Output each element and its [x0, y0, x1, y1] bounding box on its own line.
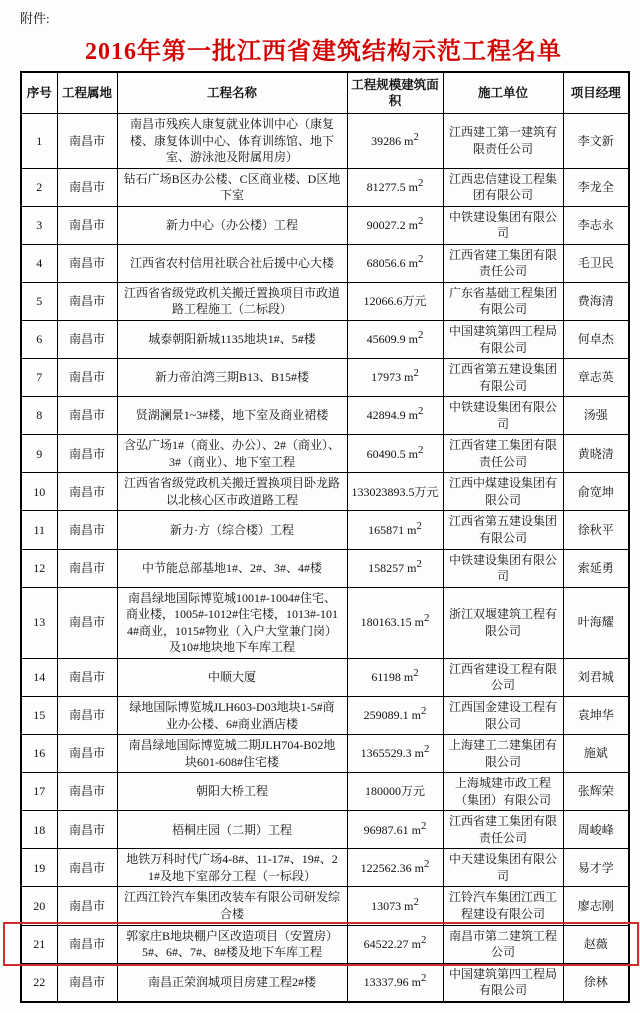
cell-location: 南昌市 [57, 168, 117, 206]
cell-no: 11 [21, 511, 57, 549]
document-title: 2016年第一批江西省建筑结构示范工程名单 [85, 39, 562, 65]
scale-value: 42894.9 [366, 408, 406, 423]
scale-unit: 万元 [414, 484, 439, 499]
table-row [21, 435, 629, 473]
square-meter-exponent: 2 [420, 819, 427, 832]
cell-name: 朝阳大桥工程 [117, 773, 347, 811]
cell-company: 江西省建工集团有限责任公司 [443, 244, 563, 282]
cell-location: 南昌市 [57, 282, 117, 320]
header-col-location: 工程属地 [57, 72, 117, 114]
cell-no: 14 [21, 658, 57, 696]
cell-no: 3 [21, 206, 57, 244]
cell-company: 中天建设集团有限公司 [443, 849, 563, 887]
table-row [21, 658, 629, 696]
cell-company: 浙江双堰建筑工程有限公司 [443, 587, 563, 658]
table-row [21, 511, 629, 549]
cell-company: 江西忠信建设工程集团有限公司 [443, 168, 563, 206]
cell-company: 南昌市第二建筑工程公司 [443, 925, 563, 963]
table-row [21, 473, 629, 511]
cell-company: 江西建工第一建筑有限责任公司 [443, 114, 563, 169]
scale-value: 17973 [371, 370, 402, 385]
cell-manager: 张辉荣 [563, 773, 629, 811]
cell-no: 5 [21, 282, 57, 320]
attachment-label: 附件: [20, 11, 50, 26]
cell-name: 南昌绿地国际博览城1001#-1004#住宅、商业楼，1005#-1012#住宅楼，1013#-1014#商业，1015#物业（入户大堂兼门岗）及10#地块地下车库工程 [117, 587, 347, 658]
header-col-manager: 项目经理 [563, 72, 629, 114]
cell-location: 南昌市 [57, 887, 117, 925]
cell-company: 江铃汽车集团江西工程建设有限公司 [443, 887, 563, 925]
header-col-no: 序号 [21, 72, 57, 114]
table-row [21, 587, 629, 658]
cell-manager: 李龙全 [563, 168, 629, 206]
cell-scale: 39286 $m^2$ [347, 114, 443, 169]
scale-value: 259089.1 [363, 708, 409, 723]
cell-manager: 章志英 [563, 359, 629, 397]
table-row [21, 206, 629, 244]
square-meter-exponent: 2 [416, 519, 422, 532]
square-meter-exponent: 2 [416, 557, 422, 570]
cell-no: 2 [21, 168, 57, 206]
header-row [21, 72, 629, 114]
cell-location: 南昌市 [57, 114, 117, 169]
cell-company: 江西省建工集团有限责任公司 [443, 435, 563, 473]
cell-no: 15 [21, 696, 57, 734]
scale-value: 90027.2 [366, 218, 406, 232]
scale-value: 61198 [371, 670, 401, 685]
cell-manager: 俞宽坤 [563, 473, 629, 511]
scale-value: 122562.36 [360, 860, 412, 875]
cell-scale: 68056.6 $m^2$ [347, 244, 443, 282]
cell-location: 南昌市 [57, 849, 117, 887]
square-meter-exponent: 2 [417, 215, 424, 227]
header-col-scale: 工程规模建筑面积 [347, 72, 443, 114]
square-meter-exponent: 2 [417, 253, 424, 266]
cell-name: 江西省农村信用社联合社后援中心大楼 [117, 244, 347, 282]
square-meter-exponent: 2 [423, 743, 430, 756]
cell-scale: 180163.15 $m^2$ [347, 587, 443, 658]
cell-company: 广东省基础工程集团有限公司 [443, 282, 563, 320]
cell-location: 南昌市 [57, 658, 117, 696]
cell-manager: 叶海耀 [563, 587, 629, 658]
scale-value: 39286 [371, 133, 402, 148]
scale-value: 165871 [368, 522, 405, 537]
cell-manager: 周峻峰 [563, 811, 629, 849]
cell-no: 16 [21, 735, 57, 773]
cell-no: 21 [21, 925, 57, 963]
cell-location: 南昌市 [57, 963, 117, 1002]
table-row [21, 321, 629, 359]
cell-company: 上海建工二建集团有限公司 [443, 735, 563, 773]
scale-value: 1365529.3 [360, 746, 412, 761]
scale-value: 13337.96 [363, 974, 409, 989]
scale-value: 81277.5 [366, 179, 406, 194]
square-meter-exponent: 2 [413, 130, 419, 143]
cell-name: 钻石广场B区办公楼、C区商业楼、D区地下室 [117, 168, 347, 206]
cell-name: 新力中心（办公楼）工程 [117, 206, 347, 244]
cell-scale: 42894.9 $m^2$ [347, 397, 443, 435]
cell-manager: 廖志刚 [563, 887, 629, 925]
table-wrapper [20, 71, 628, 1003]
cell-manager: 费海清 [563, 282, 629, 320]
cell-company: 江西中煤建设集团有限公司 [443, 473, 563, 511]
table-row [21, 773, 629, 811]
cell-name: 新力·方（综合楼）工程 [117, 511, 347, 549]
cell-manager: 徐秋平 [563, 511, 629, 549]
cell-manager: 黄晓清 [563, 435, 629, 473]
scale-unit: 万元 [402, 294, 427, 309]
cell-scale: 158257 $m^2$ [347, 549, 443, 587]
cell-scale: 13073 $m^2$ [347, 887, 443, 925]
header-col-company: 施工单位 [443, 72, 563, 114]
cell-location: 南昌市 [57, 511, 117, 549]
cell-manager: 毛卫民 [563, 244, 629, 282]
cell-name: 地铁万科时代广场4-8#、11-17#、19#、21#及地下室部分工程（一标段） [117, 849, 347, 887]
scale-value: 180000 [364, 784, 401, 799]
cell-location: 南昌市 [57, 811, 117, 849]
cell-manager: 易才学 [563, 849, 629, 887]
square-meter-exponent: 2 [413, 667, 419, 680]
cell-manager: 汤强 [563, 397, 629, 435]
cell-scale: 13337.96 $m^2$ [347, 963, 443, 1002]
cell-scale: 1365529.3 $m^2$ [347, 735, 443, 773]
cell-location: 南昌市 [57, 925, 117, 963]
cell-name: 南昌市残疾人康复就业体训中心（康复楼、康复体训中心、体育训练馆、地下室、游泳池及附属用房） [117, 114, 347, 169]
cell-manager: 李文新 [563, 114, 629, 169]
cell-no: 4 [21, 244, 57, 282]
table-body [21, 114, 629, 1002]
cell-no: 22 [21, 963, 57, 1002]
cell-location: 南昌市 [57, 773, 117, 811]
cell-location: 南昌市 [57, 435, 117, 473]
table-row [21, 244, 629, 282]
cell-name: 江西省省级党政机关搬迁置换项目市政道路工程施工（二标段） [117, 282, 347, 320]
cell-manager: 袁坤华 [563, 696, 629, 734]
scale-value: 12066.6 [363, 294, 403, 309]
cell-company: 中铁建设集团有限公司 [443, 397, 563, 435]
cell-manager: 索延勇 [563, 549, 629, 587]
cell-scale: 122562.36 $m^2$ [347, 849, 443, 887]
project-table [20, 71, 630, 1003]
cell-location: 南昌市 [57, 696, 117, 734]
cell-location: 南昌市 [57, 473, 117, 511]
cell-company: 江西省第五建设集团有限公司 [443, 511, 563, 549]
cell-location: 南昌市 [57, 321, 117, 359]
cell-name: 江西省省级党政机关搬迁置换项目卧龙路以北核心区市政道路工程 [117, 473, 347, 511]
cell-scale [347, 773, 443, 811]
cell-no: 9 [21, 435, 57, 473]
cell-company: 中国建筑第四工程局有限公司 [443, 321, 563, 359]
cell-location: 南昌市 [57, 587, 117, 658]
square-meter-exponent: 2 [420, 971, 427, 984]
cell-manager: 李志永 [563, 206, 629, 244]
cell-name: 含弘广场1#（商业、办公）、2#（商业）、3#（商业）、地下室工程 [117, 435, 347, 473]
scale-value: 96987.61 [363, 822, 409, 837]
square-meter-exponent: 2 [420, 933, 427, 946]
table-row [21, 963, 629, 1002]
cell-name: 梧桐庄园（二期）工程 [117, 811, 347, 849]
cell-no: 8 [21, 397, 57, 435]
scale-value: 64522.27 [363, 936, 409, 951]
cell-scale: 45609.9 $m^2$ [347, 321, 443, 359]
cell-no: 13 [21, 587, 57, 658]
cell-manager: 施斌 [563, 735, 629, 773]
cell-location: 南昌市 [57, 244, 117, 282]
table-row [21, 282, 629, 320]
cell-no: 1 [21, 114, 57, 169]
cell-name: 中节能总部基地1#、2#、3#、4#楼 [117, 549, 347, 587]
scale-value: 45609.9 [366, 332, 406, 347]
scale-value: 158257 [368, 560, 405, 575]
cell-no: 18 [21, 811, 57, 849]
cell-scale [347, 473, 443, 511]
cell-manager: 刘君城 [563, 658, 629, 696]
scale-unit: 万元 [400, 784, 425, 799]
cell-company: 江西国金建设工程有限公司 [443, 696, 563, 734]
cell-company: 江西省第五建设集团有限公司 [443, 359, 563, 397]
cell-manager: 何卓杰 [563, 321, 629, 359]
table-row [21, 549, 629, 587]
cell-scale [347, 282, 443, 320]
cell-name: 南昌绿地国际博览城二期JLH704-B02地块601-608#住宅楼 [117, 735, 347, 773]
cell-no: 17 [21, 773, 57, 811]
square-meter-exponent: 2 [417, 405, 424, 418]
cell-company: 中铁建设集团有限公司 [443, 206, 563, 244]
cell-no: 19 [21, 849, 57, 887]
cell-manager: 赵薇 [563, 925, 629, 963]
cell-company: 上海城建市政工程（集团）有限公司 [443, 773, 563, 811]
table-header [21, 72, 629, 114]
square-meter-exponent: 2 [417, 329, 424, 342]
cell-no: 10 [21, 473, 57, 511]
scale-value: 60490.5 [366, 446, 406, 461]
cell-scale: 96987.61 $m^2$ [347, 811, 443, 849]
table-row [21, 696, 629, 734]
cell-location: 南昌市 [57, 397, 117, 435]
table-row [21, 811, 629, 849]
table-row [21, 925, 629, 963]
table-row [21, 849, 629, 887]
table-row [21, 359, 629, 397]
cell-manager: 徐林 [563, 963, 629, 1002]
table-row [21, 397, 629, 435]
cell-name: 新力帝泊湾三期B13、B15#楼 [117, 359, 347, 397]
cell-company: 中铁建设集团有限公司 [443, 549, 563, 587]
cell-scale: 17973 $m^2$ [347, 359, 443, 397]
scale-value: 133023893.5 [351, 484, 415, 499]
cell-no: 20 [21, 887, 57, 925]
cell-location: 南昌市 [57, 206, 117, 244]
cell-location: 南昌市 [57, 359, 117, 397]
cell-scale: 81277.5 $m^2$ [347, 168, 443, 206]
cell-no: 6 [21, 321, 57, 359]
header-col-name: 工程名称 [117, 72, 347, 114]
cell-company: 江西省建设工程有限公司 [443, 658, 563, 696]
table-row [21, 735, 629, 773]
cell-name: 江西江铃汽车集团改装车有限公司研发综合楼 [117, 887, 347, 925]
cell-name: 中顺大厦 [117, 658, 347, 696]
cell-location: 南昌市 [57, 735, 117, 773]
cell-name: 城泰朝阳新城1135地块1#、5#楼 [117, 321, 347, 359]
cell-no: 7 [21, 359, 57, 397]
cell-company: 江西省建工集团有限责任公司 [443, 811, 563, 849]
cell-name: 绿地国际博览城JLH603-D03地块1-5#商业办公楼、6#商业酒店楼 [117, 696, 347, 734]
cell-scale: 259089.1 $m^2$ [347, 696, 443, 734]
cell-name: 郭家庄B地块棚户区改造项目（安置房）5#、6#、7#、8#楼及地下车库工程 [117, 925, 347, 963]
scale-value: 68056.6 [366, 256, 406, 271]
cell-no: 12 [21, 549, 57, 587]
cell-scale: 61198 $m^2$ [347, 658, 443, 696]
cell-name: 贤湖澜景1~3#楼，地下室及商业裙楼 [117, 397, 347, 435]
square-meter-exponent: 2 [417, 443, 424, 456]
square-meter-exponent: 2 [417, 176, 424, 189]
cell-name: 南昌正荣润城项目房建工程2#楼 [117, 963, 347, 1002]
cell-scale: 64522.27 $m^2$ [347, 925, 443, 963]
square-meter-exponent: 2 [420, 705, 427, 718]
table-row [21, 887, 629, 925]
square-meter-exponent: 2 [413, 895, 419, 908]
scale-value: 180163.15 [360, 615, 412, 630]
cell-scale: 165871 $m^2$ [347, 511, 443, 549]
cell-company: 中国建筑第四工程局有限公司 [443, 963, 563, 1002]
scale-value: 13073 [371, 898, 402, 913]
table-row [21, 114, 629, 169]
cell-scale: 90027.2 $m^2$ [347, 206, 443, 244]
table-row [21, 168, 629, 206]
square-meter-exponent: 2 [423, 857, 430, 870]
cell-scale: 60490.5 $m^2$ [347, 435, 443, 473]
cell-location: 南昌市 [57, 549, 117, 587]
square-meter-exponent: 2 [413, 367, 419, 380]
square-meter-exponent: 2 [423, 612, 430, 625]
